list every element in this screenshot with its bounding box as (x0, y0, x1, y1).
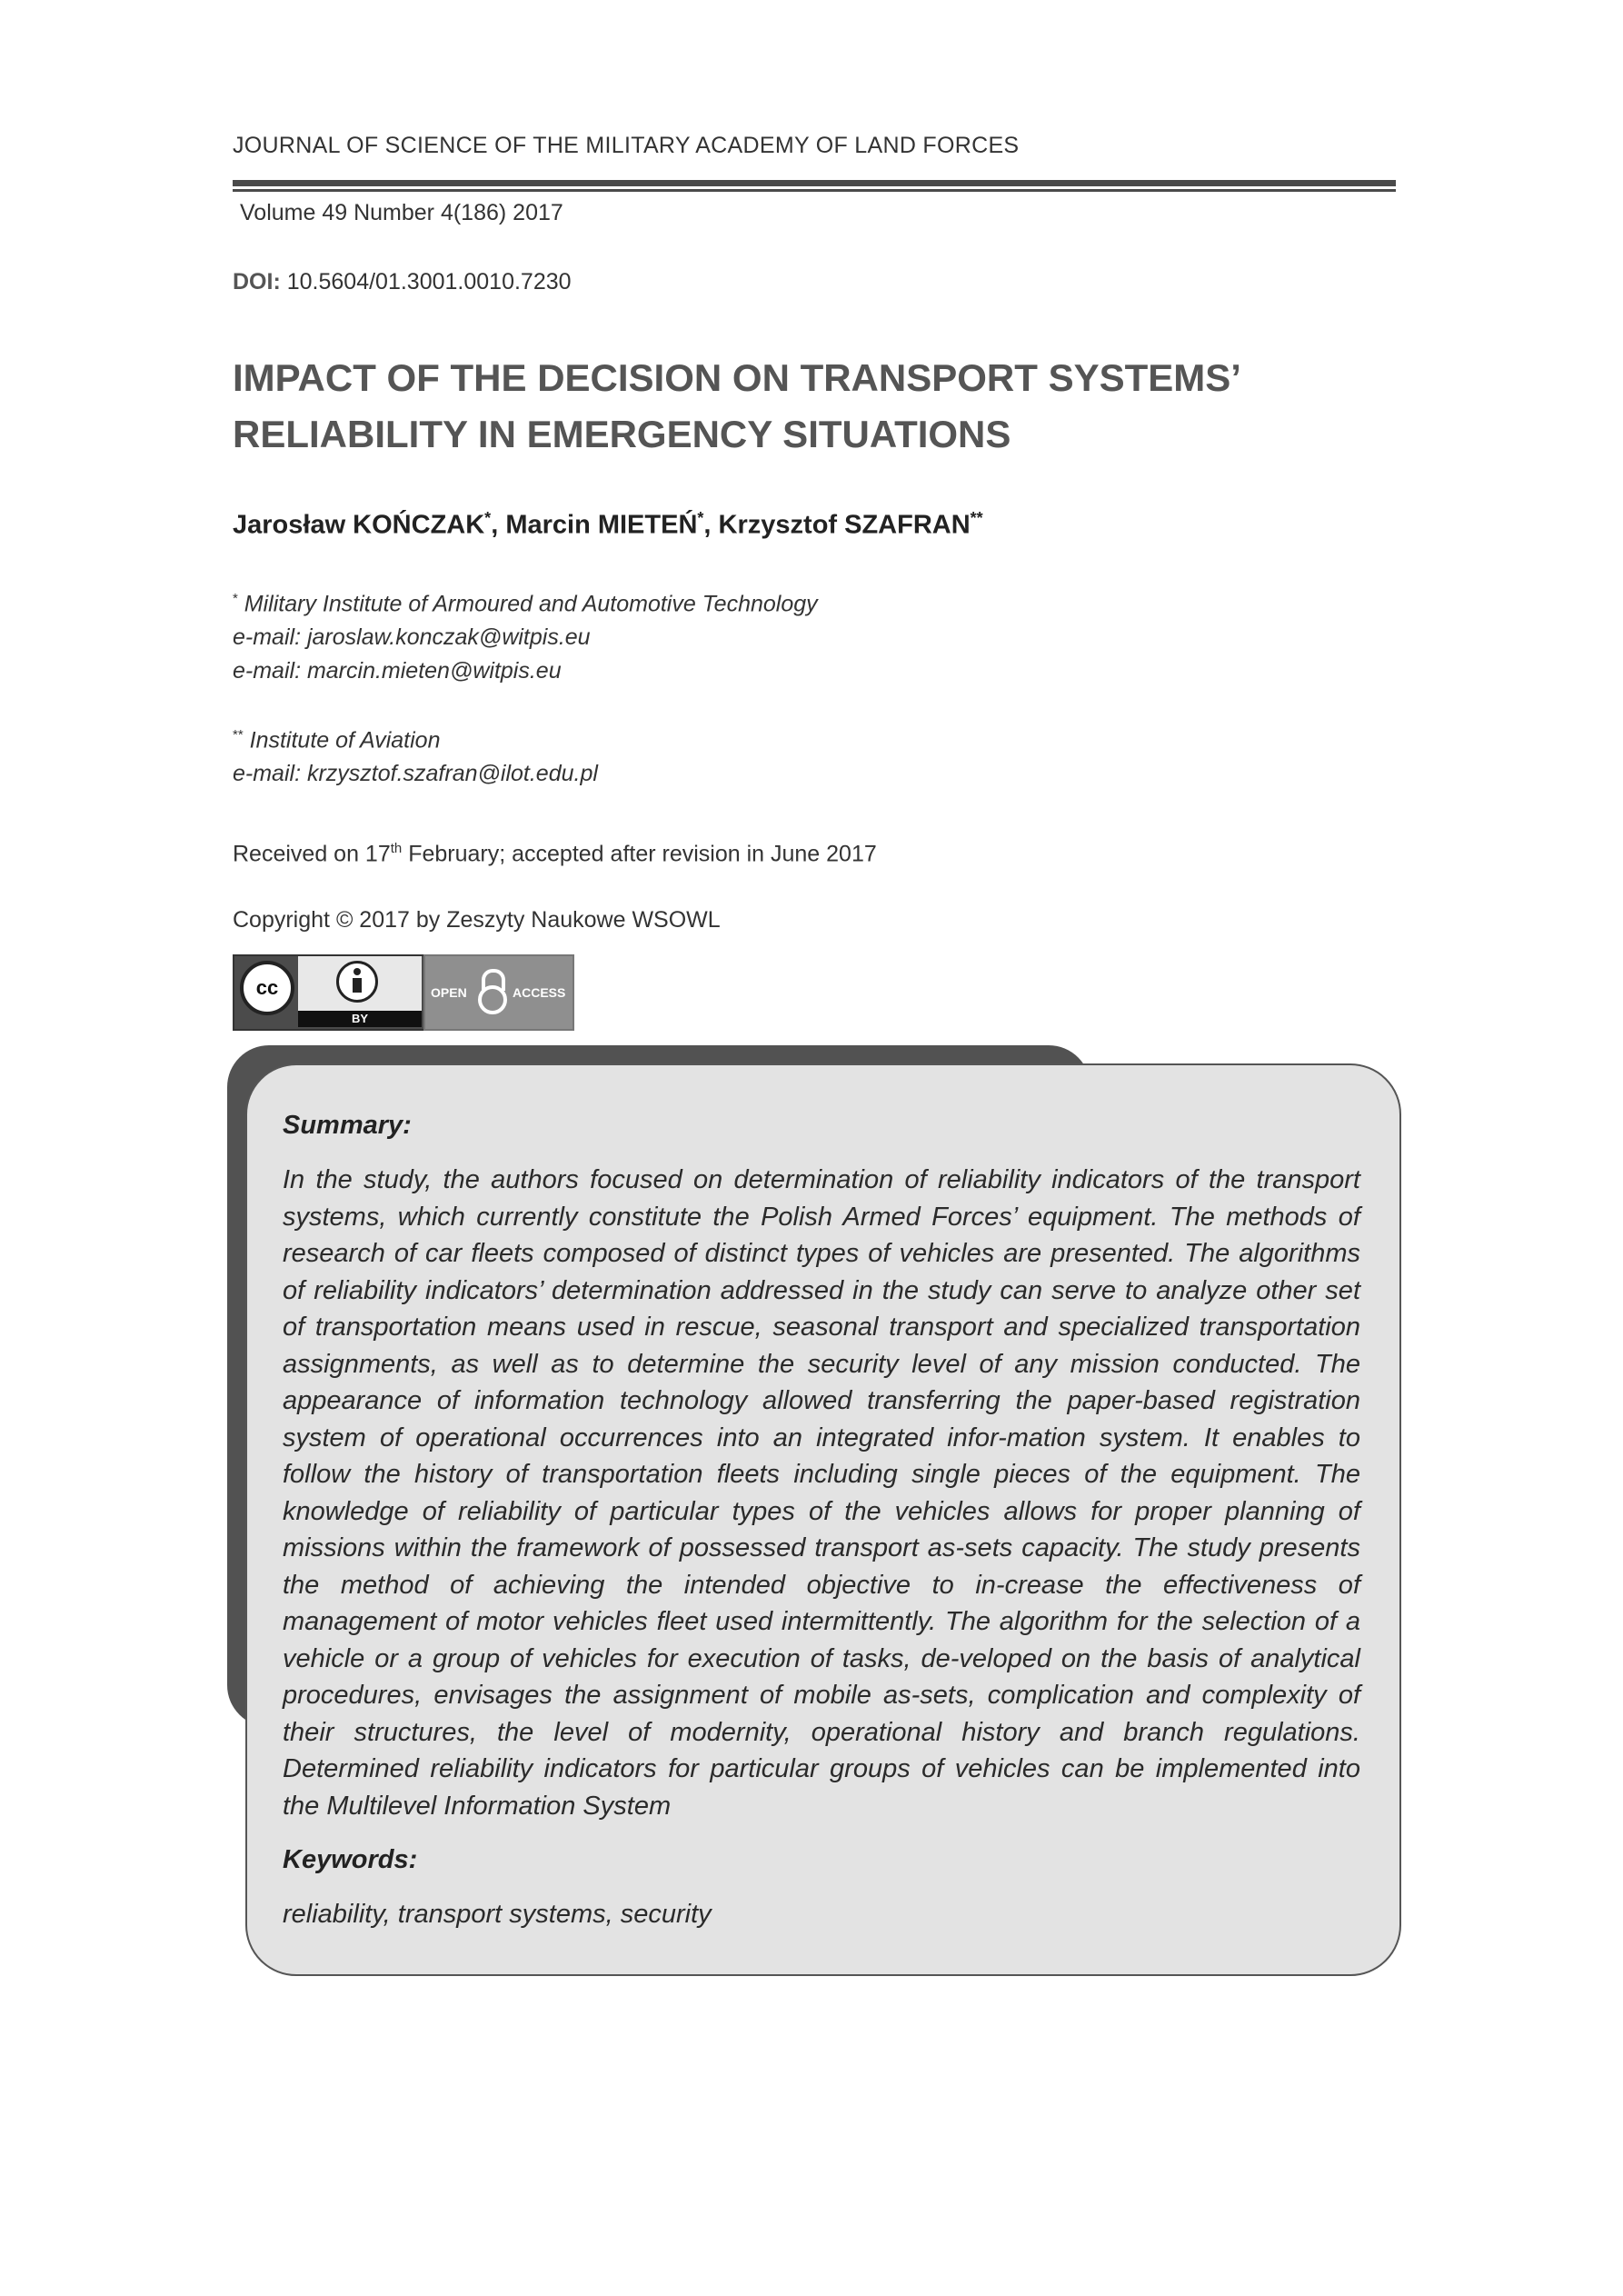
open-access-access-label: ACCESS (513, 985, 566, 1000)
author-separator: , (703, 510, 719, 540)
affiliation-institution: * Military Institute of Armoured and Automotive Technology (233, 591, 818, 617)
summary-heading: Summary: (283, 1111, 412, 1140)
affiliation-mark: ** (233, 727, 244, 743)
summary-text: In the study, the authors focused on determination of reliability indicators of the transport systems, which currently constitute the Polish Armed Forces’ equipment. The methods of research of car fleets composed of distinct types of vehicles are presented. The algorithms of reliability indicators’ determination addressed in the study can serve to analyze other set of transportation means used in rescue, seasonal transport and specialized transportation assignments, as well as to determine the security level of any mission conducted. The appearance of information technology allowed transferring the paper-based registration system of operational occurrences into an integrated infor-mation system. It enables to follow the history of transportation fleets including single pieces of the equipment. The knowledge of reliability of particular types of the vehicles allows for proper planning of missions within the framework of possessed transport as-sets capacity. The study presents the method of achieving the intended objective to in-crease the effectiveness of management of motor vehicles fleet used intermittently. The algorithm for the selection of a vehicle or a group of vehicles for execution of tasks, de-veloped on the basis of analytical procedures, envisages the assignment of mobile as-sets, complication and complexity of their structures, the level of modernity, operational history and branch regulations. Determined reliability indicators for particular groups of vehicles can be implemented into the Multilevel Information System (283, 1165, 1360, 1821)
header-rule-thick (233, 180, 1396, 186)
author-mark: * (484, 509, 492, 527)
doi-line (233, 269, 572, 295)
affiliation-2 (233, 718, 598, 791)
open-access-open-label: OPEN (431, 985, 467, 1000)
cc-icon: cc (240, 961, 294, 1015)
author-separator: , (491, 510, 506, 540)
volume-line: Volume 49 Number 4(186) 2017 (240, 200, 563, 225)
affiliation-institution: ** Institute of Aviation (233, 727, 441, 754)
keywords-heading: Keywords: (283, 1845, 418, 1874)
authors-line (233, 509, 983, 541)
author-mark: ** (970, 509, 983, 527)
received-line: Received on 17th February; accepted after revision in June 2017 (233, 841, 877, 867)
copyright-line: Copyright © 2017 by Zeszyty Naukowe WSOWL (233, 907, 721, 933)
doi-value[interactable]: 10.5604/01.3001.0010.7230 (280, 269, 572, 294)
cc-by-license-badge[interactable] (233, 954, 427, 1031)
affiliation-1 (233, 582, 818, 688)
title-line-1: IMPACT OF THE DECISION ON TRANSPORT SYSTEMS’ (233, 356, 1241, 399)
doi-label: DOI: (233, 269, 281, 294)
author-name: Marcin MIETEŃ (505, 510, 698, 540)
affiliation-email[interactable]: e-mail: jaroslaw.konczak@witpis.eu (233, 624, 591, 651)
title-line-2: RELIABILITY IN EMERGENCY SITUATIONS (233, 413, 1011, 455)
open-access-lock-icon (478, 969, 503, 1011)
affiliation-email[interactable]: e-mail: marcin.mieten@witpis.eu (233, 658, 562, 684)
author-mark: * (697, 509, 704, 527)
affiliation-mark: * (233, 591, 238, 606)
journal-header: JOURNAL OF SCIENCE OF THE MILITARY ACADEMY OF LAND FORCES (233, 133, 1020, 158)
by-person-icon (336, 961, 378, 1003)
keywords-text: reliability, transport systems, security (283, 1900, 712, 1929)
author-name: Krzysztof SZAFRAN (718, 510, 971, 540)
open-access-badge[interactable] (423, 954, 574, 1031)
header-rule-thin (233, 189, 1396, 192)
affiliation-email[interactable]: e-mail: krzysztof.szafran@ilot.edu.pl (233, 761, 598, 787)
by-label: BY (298, 1011, 422, 1027)
paper-title (233, 350, 1414, 463)
author-name: Jarosław KOŃCZAK (233, 510, 485, 540)
